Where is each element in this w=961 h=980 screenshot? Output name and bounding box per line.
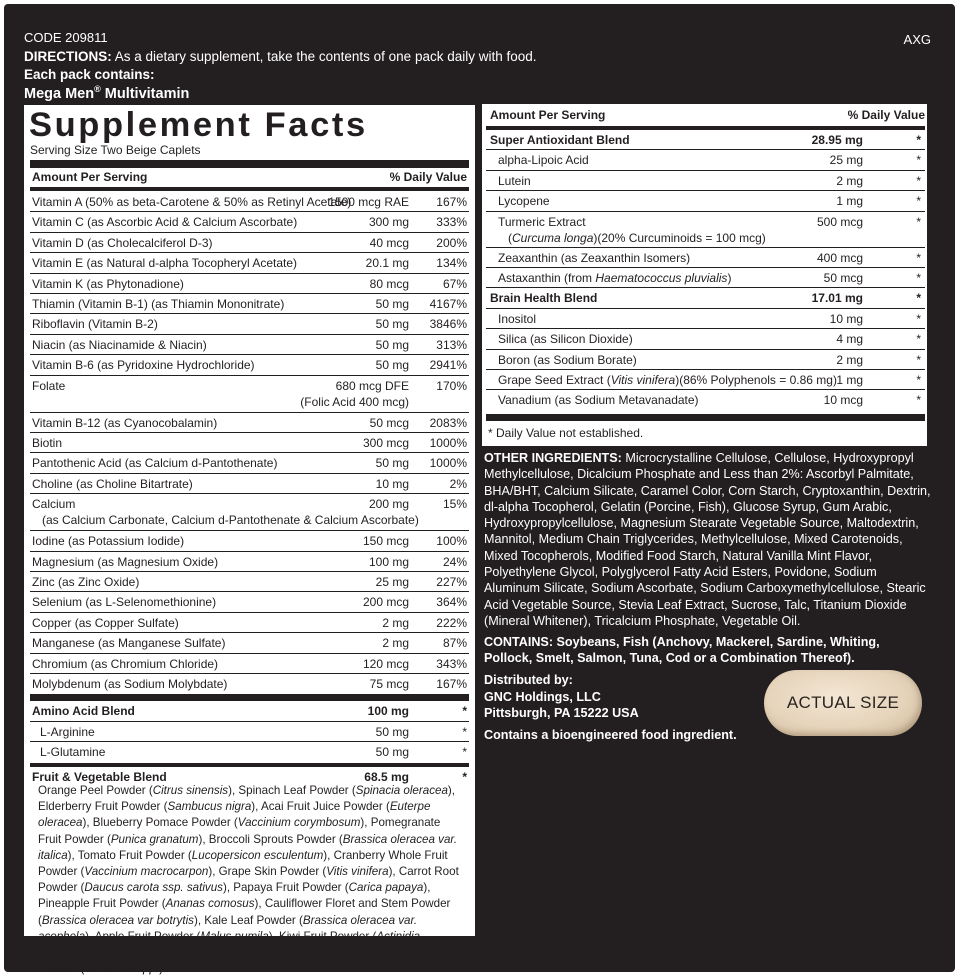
row-divider [30,473,469,474]
row-divider [30,673,469,674]
registered-mark: ® [94,84,101,94]
nutrient-amount: 300 mg [368,215,409,230]
nutrient-name: Copper (as Copper Sulfate) [32,615,179,630]
nutrient-name: Manganese (as Manganese Sulfate) [32,636,226,651]
nutrient-amount: 100 mg [368,554,409,569]
nutrient-name: Calcium [32,497,76,512]
distributor-address: Pittsburgh, PA 15222 USA [484,706,639,720]
nutrient-daily-value: 87% [442,636,467,651]
product-name-suffix: Multivitamin [100,85,190,102]
product-code: CODE 209811 [24,30,108,45]
nutrient-name: Vitamin D (as Cholecalciferol D-3) [32,235,213,250]
thick-divider [30,160,469,168]
nutrient-amount: 2 mg [382,636,409,651]
row-divider [30,313,469,314]
nutrient-amount: 680 mcg DFE [335,378,409,393]
nutrient-amount: 50 mg [375,317,409,332]
row-divider [30,591,469,592]
ingredient-daily-value: * [916,332,921,347]
row-divider [486,287,925,288]
nutrient-daily-value: 67% [442,276,467,291]
other-ingredients-label: OTHER INGREDIENTS: [484,451,622,465]
fruit-blend-amount: 68.5 mg [364,769,409,784]
ingredient-name: Silica (as Silicon Dioxide) [498,332,633,347]
row-divider [30,530,469,531]
medium-divider [30,763,469,767]
row-divider [30,612,469,613]
nutrient-name: Thiamin (Vitamin B-1) (as Thiamin Mononitrate) [32,297,285,311]
nutrient-name: Molybdenum (as Sodium Molybdate) [32,677,228,691]
ingredient-daily-value: * [916,291,921,306]
ingredient-amount: 1 mg [836,194,863,209]
ingredient-name: Astaxanthin (from Haematococcus pluvialis) [498,271,732,285]
ingredient-detail: (Curcuma longa)(20% Curcuminoids = 100 mcg) [508,230,766,245]
nutrient-daily-value: 2083% [429,415,467,430]
nutrient-daily-value: 333% [436,215,467,230]
daily-value-header: % Daily Value [389,170,467,184]
ingredient-daily-value: * [916,311,921,326]
ingredient-daily-value: * [916,194,921,209]
nutrient-source: (as Calcium Carbonate, Calcium d-Pantothenate & Calcium Ascorbate) [42,513,419,528]
nutrient-daily-value: 24% [442,554,467,569]
ingredient-name: Super Antioxidant Blend [490,133,630,147]
nutrient-name: Vitamin C (as Ascorbic Acid & Calcium Ascorbate) [32,215,298,230]
amino-amount: 100 mg [367,704,409,719]
nutrient-amount-detail: (Folic Acid 400 mcg) [300,394,409,409]
ingredient-amount: 28.95 mg [811,133,863,147]
nutrient-name: Chromium (as Chromium Chloride) [32,656,219,671]
ingredient-amount: 2 mg [836,173,863,188]
nutrient-name: Folate [32,378,66,393]
product-name [24,84,189,102]
nutrient-name: Vitamin B-6 (as Pyridoxine Hydrochloride) [32,358,255,373]
nutrient-amount: 200 mg [368,497,409,512]
ingredient-daily-value: * [916,214,921,229]
distributor-name: GNC Holdings, LLC [484,689,601,704]
amino-daily-value: * [462,704,467,719]
nutrient-amount: 25 mg [375,575,409,589]
nutrient-amount: 150 mcg [362,534,409,549]
nutrient-daily-value: 343% [436,656,467,671]
ingredient-amount: 25 mg [829,153,863,168]
amino-name: L-Arginine [40,724,95,739]
ingredient-daily-value: * [916,271,921,285]
ingredient-name: Lycopene [498,194,550,209]
distributed-by-label: Distributed by: [484,673,573,687]
fruit-vegetable-ingredients: Orange Peel Powder (Citrus sinensis), Spinach Leaf Powder (Spinacia oleracea), Elderberry Fruit Powder (Sambucus nigra), Acai Fruit Juice Powder (Euterpe oleracea), Blueberry Pomace Powder (Vaccinium corymbosum), Pomegranate Fruit Powder (Punica granatum), Broccoli Sprouts Powder (Brassica oleracea var. italica), Tomato Fruit Powder (Lucopersicon esculentum), Cranberry Whole Fruit Powder (Vaccinium macrocarpon), Grape Skin Powder (Vitis vinifera), Carrot Root Powder (Daucus carota ssp. sativus), Papaya Fruit Powder (Carica papaya), Pineapple Fruit Powder (Ananas comosus), Cauliflower Floret and Stem Powder (Brassica oleracea var botrytis), Kale Leaf Powder (Brassica oleracea var. acephela), Apple Fruit Powder (Malus pumila), Kiwi Fruit Powder (Actinidia deliciosa), Saw Palmetto Berries Extract (Serenoa repens), Pumpkin Seed Powder (Cucurbita spp.). [38,784,459,976]
nutrient-daily-value: 200% [436,235,467,250]
nutrient-amount: 50 mg [375,297,409,311]
ingredient-name: Boron (as Sodium Borate) [498,352,637,367]
serving-size: Serving Size Two Beige Caplets [30,143,201,157]
row-divider [486,328,925,329]
supplement-facts-panel [24,105,475,976]
thick-divider [30,694,469,701]
nutrient-amount: 2 mg [382,615,409,630]
nutrient-daily-value: 170% [436,378,467,393]
nutrient-daily-value: 2% [449,476,467,491]
row-divider [30,334,469,335]
row-divider [30,721,469,722]
row-divider [486,369,925,370]
nutrient-daily-value: 364% [436,595,467,610]
nutrient-name: Vitamin B-12 (as Cyanocobalamin) [32,415,218,430]
nutrient-name: Selenium (as L-Selenomethionine) [32,595,217,610]
nutrient-name: Iodine (as Potassium Iodide) [32,534,185,549]
directions-line [24,49,537,64]
nutrient-name: Vitamin E (as Natural d-alpha Tocopheryl Acetate) [32,256,298,271]
row-divider [30,273,469,274]
allergen-statement: CONTAINS: Soybeans, Fish (Anchovy, Mackerel, Sardine, Whiting, Pollock, Smelt, Salmon, Tuna, Cod or a Combination Thereof). [484,635,880,666]
brand-code: AXG [903,32,931,47]
nutrient-amount: 50 mg [375,456,409,471]
row-divider [30,493,469,494]
nutrient-name: Choline (as Choline Bitartrate) [32,476,193,491]
nutrient-amount: 200 mcg [362,595,409,610]
nutrient-amount: 50 mg [375,358,409,373]
nutrient-amount: 50 mcg [369,415,409,430]
nutrient-daily-value: 2941% [429,358,467,373]
row-divider [30,432,469,433]
other-ingredients [484,450,934,629]
row-divider [30,354,469,355]
nutrient-amount: 40 mcg [369,235,409,250]
row-divider [486,211,925,212]
amino-amount: 50 mg [375,745,409,760]
ingredient-daily-value: * [916,352,921,367]
row-divider [486,149,925,150]
ingredient-amount: 500 mcg [816,214,863,229]
nutrient-amount: 20.1 mg [365,256,409,271]
nutrient-name: Magnesium (as Magnesium Oxide) [32,554,219,569]
row-divider [30,632,469,633]
nutrient-amount: 300 mcg [362,436,409,450]
ingredient-name: Inositol [498,311,537,326]
supplement-facts-title: Supplement Facts [29,106,368,144]
row-divider [30,232,469,233]
ingredient-amount: 1 mg [836,373,863,387]
ingredient-name: Lutein [498,173,531,188]
ingredient-daily-value: * [916,373,921,387]
ingredient-amount: 10 mg [829,311,863,326]
nutrient-amount: 120 mcg [362,656,409,671]
nutrient-amount: 10 mg [375,476,409,491]
directions-label: DIRECTIONS: [24,49,112,64]
nutrient-daily-value: 15% [442,497,467,512]
pack-contains: Each pack contains: [24,67,155,82]
ingredient-daily-value: * [916,173,921,188]
row-divider [30,741,469,742]
row-divider [30,412,469,413]
amino-name: L-Glutamine [40,745,106,760]
amino-daily-value: * [462,745,467,760]
row-divider [486,170,925,171]
nutrient-daily-value: 167% [436,195,467,209]
nutrient-daily-value: 100% [436,534,467,549]
actual-size-label: ACTUAL SIZE [786,693,900,712]
nutrient-name: Niacin (as Niacinamide & Niacin) [32,337,207,352]
ingredient-name: Zeaxanthin (as Zeaxanthin Isomers) [498,250,691,265]
caplet-illustration [764,670,922,736]
ingredient-amount: 17.01 mg [811,291,863,306]
row-divider [30,293,469,294]
ingredient-amount: 400 mcg [816,250,863,265]
nutrient-daily-value: 167% [436,677,467,691]
row-divider [486,389,925,390]
row-divider [30,211,469,212]
amino-amount: 50 mg [375,724,409,739]
row-divider [30,375,469,376]
amino-name: Amino Acid Blend [32,704,135,719]
row-divider [486,349,925,350]
nutrient-name: Zinc (as Zinc Oxide) [32,575,140,589]
bioengineered-statement: Contains a bioengineered food ingredient. [484,728,737,742]
other-ingredients-text: Microcrystalline Cellulose, Cellulose, Hydroxypropyl Methylcellulose, Dicalcium Phosphate and Less than 2%: Ascorbyl Palmitate, BHA/BHT, Calcium Silicate, Caramel Color, Corn Starch, Cryptoxanthin, Dextrin, dl-alpha Tocopherol, Gelatin (Porcine, Fish), Glucose Syrup, Gum Arabic, Hydroxypropylcellulose, Magnesium Stearate Vegetable Source, Maltodextrin, Mannitol, Medium Chain Triglycerides, Methylcellulose, Mixed Carotenoids, Mixed Tocopherols, Modified Food Starch, Natural Vanilla Mint Flavor, Polyethylene Glycol, Polyglycerol Fatty Acid Esters, Povidone, Sodium Aluminum Silicate, Sodium Ascorbate, Sodium Carboxymethylcellulose, Stearic Acid Vegetable Source, Stevia Leaf Extract, Sucrose, Talc, Titanium Dioxide (Mineral Whitener), Tricalcium Phosphate, Vegetable Oil. [484,451,931,628]
ingredient-daily-value: * [916,393,921,408]
nutrient-daily-value: 4167% [429,297,467,311]
nutrient-daily-value: 134% [436,256,467,271]
right-medium-divider [486,126,925,130]
ingredient-name: Turmeric Extract [498,214,586,229]
ingredient-daily-value: * [916,250,921,265]
ingredient-amount: 2 mg [836,352,863,367]
nutrient-name: Riboflavin (Vitamin B-2) [32,317,158,332]
nutrient-amount: 75 mcg [369,677,409,691]
nutrient-name: Vitamin K (as Phytonadione) [32,276,184,291]
nutrient-daily-value: 313% [436,337,467,352]
nutrient-daily-value: 1000% [429,436,467,450]
right-amount-per-serving-header: Amount Per Serving [490,108,606,122]
row-divider [30,252,469,253]
product-name-text: Mega Men [24,85,95,102]
amount-per-serving-header: Amount Per Serving [32,170,148,184]
ingredient-name: Vanadium (as Sodium Metavanadate) [498,393,699,408]
medium-divider [30,187,469,191]
nutrient-daily-value: 3846% [429,317,467,332]
nutrient-daily-value: 227% [436,575,467,589]
ingredient-name: Grape Seed Extract (Vitis vinifera)(86% Polyphenols = 0.86 mg) [498,373,837,387]
nutrient-amount: 80 mcg [369,276,409,291]
nutrient-name: Biotin [32,436,63,450]
blend-facts-panel [482,104,927,446]
ingredient-amount: 4 mg [836,332,863,347]
row-divider [486,267,925,268]
amino-daily-value: * [462,724,467,739]
row-divider [30,571,469,572]
ingredient-daily-value: * [916,133,921,147]
nutrient-amount: 50 mg [375,337,409,352]
ingredient-name: Brain Health Blend [490,291,598,306]
ingredient-amount: 50 mcg [823,271,863,285]
ingredient-amount: 10 mcg [823,393,863,408]
nutrient-name: Pantothenic Acid (as Calcium d-Pantothenate) [32,456,278,471]
fruit-blend-daily-value: * [462,769,467,784]
nutrient-name: Vitamin A (50% as beta-Carotene & 50% as Retinyl Acetate) [32,195,352,209]
directions-text: As a dietary supplement, take the contents of one pack daily with food. [111,49,537,64]
ingredient-daily-value: * [916,153,921,168]
row-divider [30,452,469,453]
daily-value-footnote: * Daily Value not established. [488,426,644,440]
nutrient-amount: 1500 mcg RAE [328,195,409,209]
row-divider [486,190,925,191]
row-divider [486,247,925,248]
fruit-blend-name: Fruit & Vegetable Blend [32,769,167,784]
row-divider [486,308,925,309]
distributor-block [484,672,639,722]
row-divider [30,653,469,654]
ingredient-name: alpha-Lipoic Acid [498,153,589,168]
right-bottom-divider [486,414,925,421]
right-daily-value-header: % Daily Value [847,108,925,122]
row-divider [30,551,469,552]
nutrient-daily-value: 222% [436,615,467,630]
nutrient-daily-value: 1000% [429,456,467,471]
